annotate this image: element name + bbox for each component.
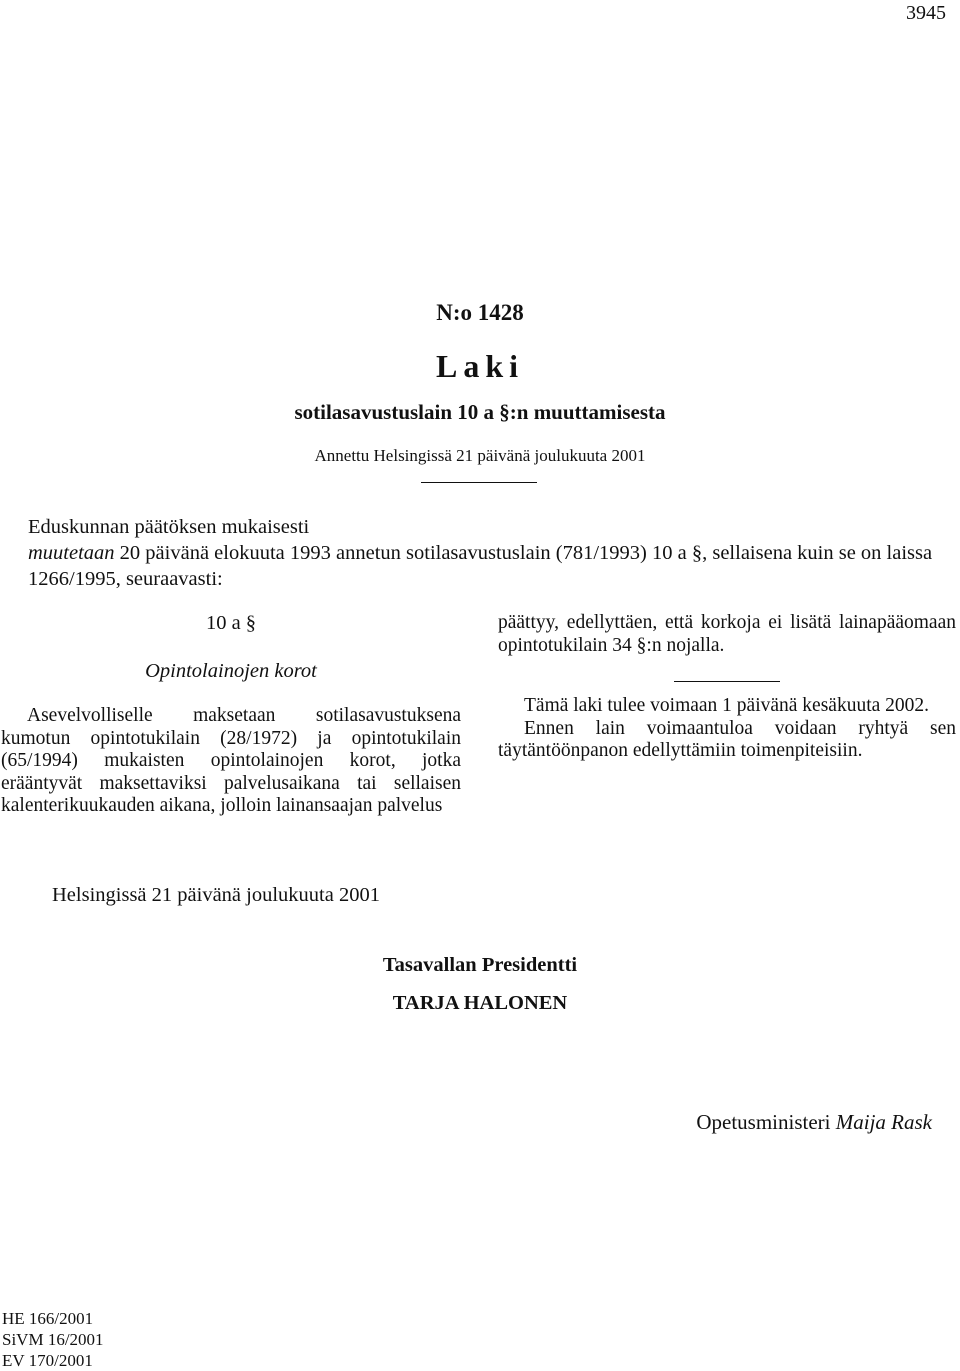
minister-title: Opetusministeri (696, 1110, 831, 1134)
amend-word: muutetaan (28, 542, 115, 564)
header-divider (421, 482, 537, 483)
statute-kind: Laki (435, 348, 525, 384)
entry-into-force-p1: Tämä laki tulee voimaan 1 päivänä kesäkuuta 2002. (524, 695, 930, 716)
place-date: Helsingissä 21 päivänä joulukuuta 2001 (52, 884, 380, 906)
preamble-rest: 20 päivänä elokuuta 1993 annetun sotilasavustuslain (781/1993) 10 a §, sellaisena kuin se on laissa 1266/1995, seuraavasti: (28, 542, 933, 590)
president-title: Tasavallan Presidentti (382, 954, 578, 976)
section-body-left (1, 705, 461, 818)
minister-name: Maija Rask (835, 1110, 932, 1134)
right-column (498, 612, 956, 763)
entry-into-force-p2: Ennen lain voimaantuloa voidaan ryhtyä sen täytäntöönpanon edellyttämiin toimenpiteisiin. (498, 717, 956, 761)
preamble (2, 514, 956, 592)
preamble-body (2, 540, 956, 592)
section-number: 10 a § (205, 612, 257, 634)
statute-number: N:o 1428 (436, 300, 524, 325)
reference-item: HE 166/2001 (2, 1309, 94, 1328)
reference-item: SiVM 16/2001 (2, 1330, 104, 1349)
section-divider (674, 681, 780, 682)
section-title: Opintolainojen korot (145, 660, 317, 682)
given-date: Annettu Helsingissä 21 päivänä joulukuuta 2001 (314, 446, 646, 465)
statute-subject: sotilasavustuslain 10 a §:n muuttamisesta (294, 400, 666, 424)
page-number: 3945 (906, 2, 946, 24)
preamble-line1: Eduskunnan päätöksen mukaisesti (28, 516, 310, 538)
president-name: TARJA HALONEN (392, 992, 568, 1014)
references (2, 1308, 104, 1371)
reference-item: EV 170/2001 (2, 1351, 93, 1370)
minister-signature (696, 1110, 932, 1135)
section-paragraph: Asevelvolliselle maksetaan sotilasavustuksena kumotun opintotukilain (28/1972) ja opintotukilain (65/1994) mukaisten opintolainojen korot, jotka erääntyvät maksettaviksi palvelusaikana tai sellaisen kalenterikuukauden aikana, jolloin lainansaajan palvelus (1, 705, 461, 816)
section-body-right: päättyy, edellyttäen, että korkoja ei lisätä lainapääomaan opintotukilain 34 §:n nojalla. (498, 612, 956, 656)
